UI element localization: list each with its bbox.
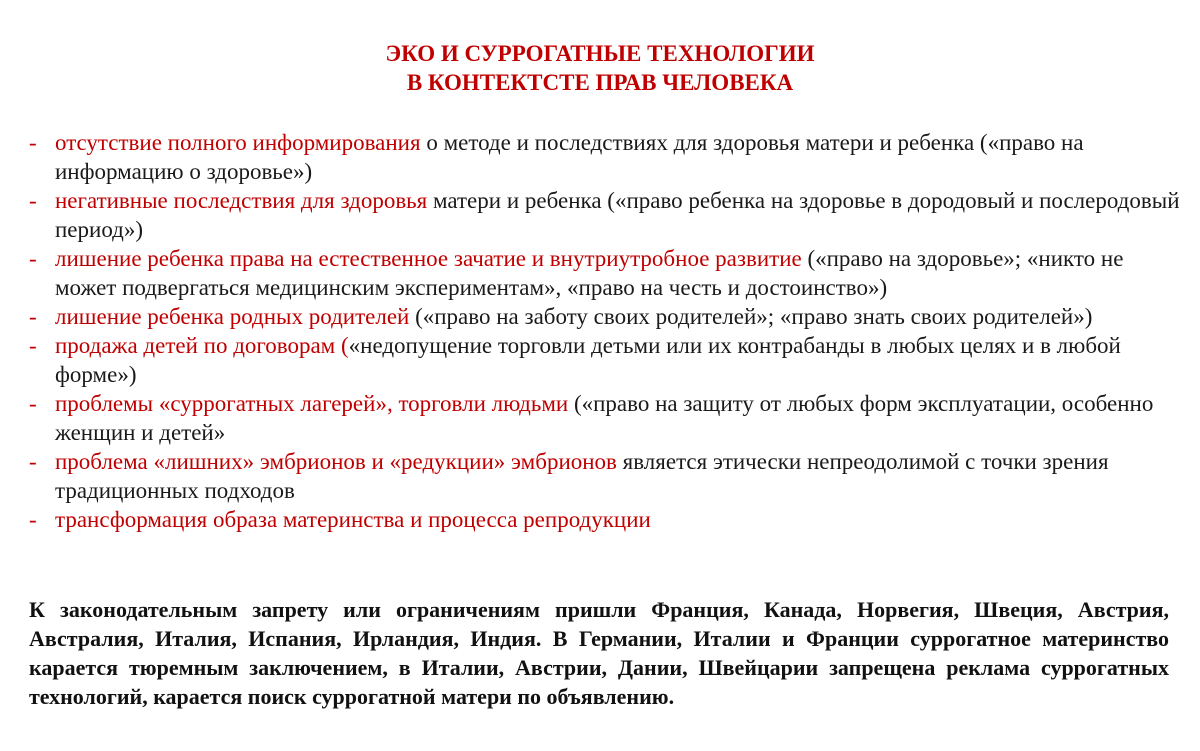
issue-highlight: отсутствие полного информирования <box>55 130 421 155</box>
list-item <box>29 389 1189 447</box>
bullet-dash: - <box>29 304 37 329</box>
issue-description: о методе и последствиях для здоровья матери и ребенка («право на информацию о здоровье») <box>55 130 1084 184</box>
issue-highlight: негативные последствия для здоровья <box>55 188 428 213</box>
bullet-dash: - <box>29 333 37 358</box>
page-title <box>0 39 1200 97</box>
issue-description: является этически непреодолимой с точки зрения традиционных подходов <box>55 449 1109 503</box>
issue-highlight: лишение ребенка права на естественное зачатие и внутриутробное развитие <box>55 246 802 271</box>
list-item <box>29 505 1189 534</box>
title-line-2: В КОНТЕКТСТЕ ПРАВ ЧЕЛОВЕКА <box>406 70 794 95</box>
bullet-list <box>29 128 1189 534</box>
issue-description: («право на здоровье»; «никто не может подвергаться медицинским экспериментам», «право на честь и достоинство») <box>55 246 1124 300</box>
issue-highlight: продажа детей по договорам ( <box>55 333 349 358</box>
list-item <box>29 447 1189 505</box>
issue-description: матери и ребенка («право ребенка на здоровье в дородовый и послеродовый период») <box>55 188 1180 242</box>
list-item <box>29 128 1189 186</box>
issue-highlight: проблемы «суррогатных лагерей», торговли людьми <box>55 391 569 416</box>
title-line-1: ЭКО И СУРРОГАТНЫЕ ТЕХНОЛОГИИ <box>385 41 815 66</box>
bullet-dash: - <box>29 391 37 416</box>
issue-highlight: лишение ребенка родных родителей <box>55 304 410 329</box>
list-item <box>29 186 1189 244</box>
bullet-dash: - <box>29 507 37 532</box>
bullet-dash: - <box>29 449 37 474</box>
bullet-dash: - <box>29 130 37 155</box>
issue-description: («право на заботу своих родителей»; «право знать своих родителей») <box>409 304 1093 329</box>
issue-highlight: трансформация образа материнства и процесса репродукции <box>55 507 651 532</box>
issue-description: («право на защиту от любых форм эксплуатации, особенно женщин и детей» <box>55 391 1154 445</box>
list-item <box>29 302 1189 331</box>
issue-description: «недопущение торговли детьми или их контрабанды в любых целях и в любой форме») <box>55 333 1121 387</box>
issue-highlight: проблема «лишних» эмбрионов и «редукции» эмбрионов <box>55 449 617 474</box>
bullet-dash: - <box>29 246 37 271</box>
list-item <box>29 331 1189 389</box>
list-item <box>29 244 1189 302</box>
bullet-dash: - <box>29 188 37 213</box>
summary-paragraph: К законодательным запрету или ограничениям пришли Франция, Канада, Норвегия, Швеция, Австрия, Австралия, Италия, Испания, Ирландия, Индия. В Германии, Италии и Франции суррогатное материнство карается тюремным заключением, в Италии, Австрии, Дании, Швейцарии запрещена реклама суррогатных технологий, карается поиск суррогатной матери по объявлению. <box>29 597 1169 709</box>
